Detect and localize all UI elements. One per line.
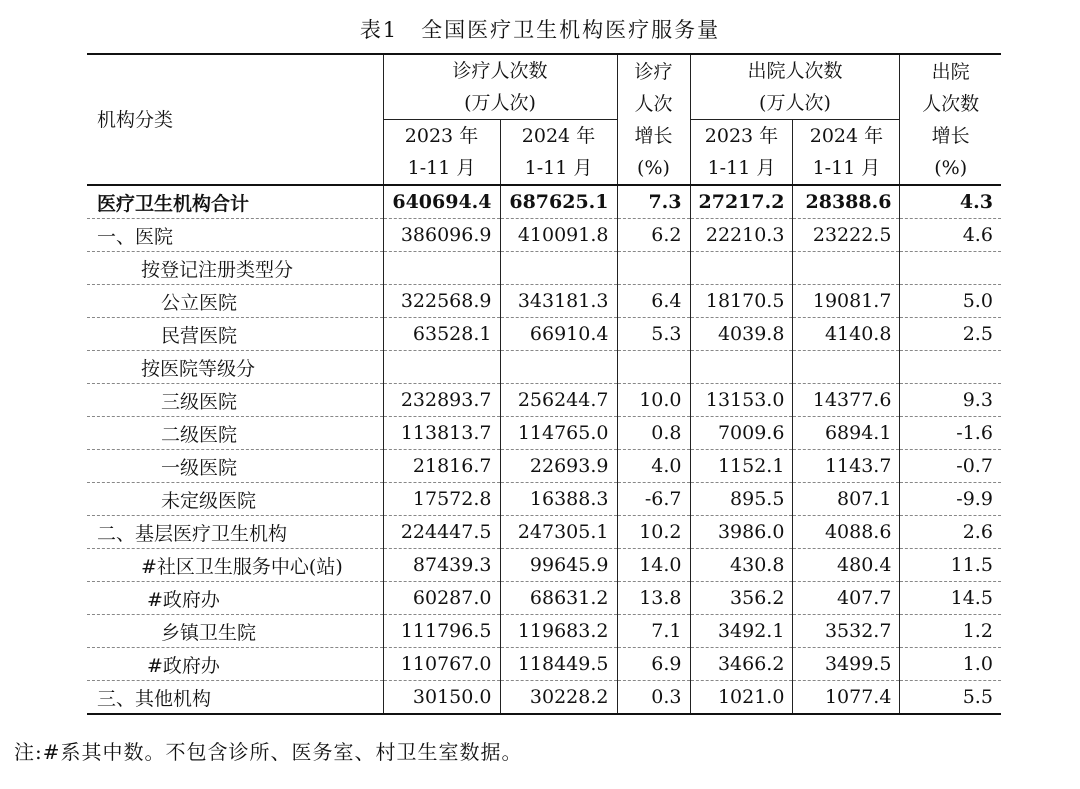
cell-v2023: 640694.4 <box>383 185 500 219</box>
cell-v2024: 114765.0 <box>500 417 617 450</box>
row-label: #政府办 <box>87 582 383 615</box>
row-label: #社区卫生服务中心(站) <box>87 549 383 582</box>
cell-vg: 10.2 <box>617 516 690 549</box>
row-label: 二、基层医疗卫生机构 <box>87 516 383 549</box>
cell-dg: 9.3 <box>900 384 1001 417</box>
cell-dg <box>900 351 1001 384</box>
cell-vg: 4.0 <box>617 450 690 483</box>
table-row <box>87 516 1001 549</box>
cell-vg: 0.3 <box>617 681 690 715</box>
cell-vg <box>617 351 690 384</box>
table-title: 表1 全国医疗卫生机构医疗服务量 <box>359 18 721 42</box>
cell-dg: 14.5 <box>900 582 1001 615</box>
cell-dg: 5.0 <box>900 285 1001 318</box>
cell-vg: 6.2 <box>617 219 690 252</box>
cell-dg: 1.2 <box>900 615 1001 648</box>
cell-d2024: 14377.6 <box>793 384 900 417</box>
cell-dg: 4.6 <box>900 219 1001 252</box>
cell-v2024: 343181.3 <box>500 285 617 318</box>
table-row <box>87 615 1001 648</box>
table-row <box>87 582 1001 615</box>
cell-d2024: 19081.7 <box>793 285 900 318</box>
row-label: 一级医院 <box>87 450 383 483</box>
row-label: 三、其他机构 <box>87 681 383 715</box>
cell-d2024: 28388.6 <box>793 185 900 219</box>
cell-v2024: 22693.9 <box>500 450 617 483</box>
cell-d2023: 3986.0 <box>690 516 793 549</box>
table-row <box>87 318 1001 351</box>
cell-dg: -0.7 <box>900 450 1001 483</box>
cell-dg: 11.5 <box>900 549 1001 582</box>
cell-d2024: 1143.7 <box>793 450 900 483</box>
cell-v2023: 63528.1 <box>383 318 500 351</box>
row-label: #政府办 <box>87 648 383 681</box>
cell-d2024: 407.7 <box>793 582 900 615</box>
table-row <box>87 252 1001 285</box>
table-row <box>87 384 1001 417</box>
row-label: 公立医院 <box>87 285 383 318</box>
row-label: 医疗卫生机构合计 <box>87 185 383 219</box>
cell-d2024: 1077.4 <box>793 681 900 715</box>
cell-d2023: 430.8 <box>690 549 793 582</box>
cell-v2024 <box>500 351 617 384</box>
cell-v2024: 68631.2 <box>500 582 617 615</box>
cell-v2024: 687625.1 <box>500 185 617 219</box>
table-row <box>87 648 1001 681</box>
row-label: 按医院等级分 <box>87 351 383 384</box>
cell-d2024 <box>793 351 900 384</box>
cell-d2024: 3532.7 <box>793 615 900 648</box>
cell-d2023: 3466.2 <box>690 648 793 681</box>
cell-d2024: 807.1 <box>793 483 900 516</box>
cell-v2024: 410091.8 <box>500 219 617 252</box>
row-label: 三级医院 <box>87 384 383 417</box>
cell-d2024: 23222.5 <box>793 219 900 252</box>
header-visits-2023: 2023 年 1-11 月 <box>383 120 500 186</box>
cell-v2023 <box>383 351 500 384</box>
table-row <box>87 549 1001 582</box>
row-label: 民营医院 <box>87 318 383 351</box>
table-row <box>87 483 1001 516</box>
cell-d2023: 27217.2 <box>690 185 793 219</box>
header-visits-growth: 诊疗 人次 增长 (%) <box>617 54 690 185</box>
cell-dg: 2.5 <box>900 318 1001 351</box>
cell-v2023 <box>383 252 500 285</box>
cell-d2023: 3492.1 <box>690 615 793 648</box>
cell-dg: -1.6 <box>900 417 1001 450</box>
header-discharge-2024: 2024 年 1-11 月 <box>793 120 900 186</box>
cell-vg: 5.3 <box>617 318 690 351</box>
cell-v2024: 256244.7 <box>500 384 617 417</box>
row-label: 乡镇卫生院 <box>87 615 383 648</box>
cell-vg <box>617 252 690 285</box>
cell-d2023: 356.2 <box>690 582 793 615</box>
cell-v2023: 232893.7 <box>383 384 500 417</box>
cell-v2023: 21816.7 <box>383 450 500 483</box>
medical-service-table <box>87 53 1001 715</box>
cell-vg: 7.1 <box>617 615 690 648</box>
cell-v2023: 111796.5 <box>383 615 500 648</box>
cell-v2024: 16388.3 <box>500 483 617 516</box>
cell-v2023: 110767.0 <box>383 648 500 681</box>
row-label: 一、医院 <box>87 219 383 252</box>
cell-d2023: 895.5 <box>690 483 793 516</box>
cell-d2024: 3499.5 <box>793 648 900 681</box>
cell-vg: 14.0 <box>617 549 690 582</box>
cell-v2023: 87439.3 <box>383 549 500 582</box>
table-row <box>87 219 1001 252</box>
cell-dg: 1.0 <box>900 648 1001 681</box>
cell-vg: 13.8 <box>617 582 690 615</box>
row-label: 二级医院 <box>87 417 383 450</box>
cell-v2023: 30150.0 <box>383 681 500 715</box>
cell-dg: -9.9 <box>900 483 1001 516</box>
header-discharge-growth: 出院 人次数 增长 (%) <box>900 54 1001 185</box>
cell-v2024: 118449.5 <box>500 648 617 681</box>
cell-v2023: 322568.9 <box>383 285 500 318</box>
header-discharge-2023: 2023 年 1-11 月 <box>690 120 793 186</box>
table-row <box>87 450 1001 483</box>
cell-dg <box>900 252 1001 285</box>
cell-d2023: 4039.8 <box>690 318 793 351</box>
cell-v2023: 224447.5 <box>383 516 500 549</box>
header-visits-group: 诊疗人次数 (万人次) <box>383 54 617 120</box>
cell-d2024: 4088.6 <box>793 516 900 549</box>
cell-v2023: 60287.0 <box>383 582 500 615</box>
cell-v2024: 99645.9 <box>500 549 617 582</box>
cell-d2024: 6894.1 <box>793 417 900 450</box>
cell-dg: 5.5 <box>900 681 1001 715</box>
cell-d2023: 22210.3 <box>690 219 793 252</box>
cell-d2023: 18170.5 <box>690 285 793 318</box>
row-label: 未定级医院 <box>87 483 383 516</box>
cell-d2023: 13153.0 <box>690 384 793 417</box>
cell-d2023 <box>690 252 793 285</box>
table-row <box>87 681 1001 715</box>
row-label: 按登记注册类型分 <box>87 252 383 285</box>
cell-v2024: 119683.2 <box>500 615 617 648</box>
cell-v2023: 113813.7 <box>383 417 500 450</box>
table-row <box>87 351 1001 384</box>
cell-v2024: 30228.2 <box>500 681 617 715</box>
cell-v2024: 247305.1 <box>500 516 617 549</box>
cell-v2024 <box>500 252 617 285</box>
cell-dg: 4.3 <box>900 185 1001 219</box>
cell-d2023: 1152.1 <box>690 450 793 483</box>
header-discharge-group: 出院人次数 (万人次) <box>690 54 900 120</box>
cell-d2024: 4140.8 <box>793 318 900 351</box>
cell-vg: 6.4 <box>617 285 690 318</box>
cell-v2023: 17572.8 <box>383 483 500 516</box>
cell-d2023 <box>690 351 793 384</box>
footnote: 注:#系其中数。不包含诊所、医务室、村卫生室数据。 <box>14 740 523 764</box>
cell-d2024 <box>793 252 900 285</box>
cell-dg: 2.6 <box>900 516 1001 549</box>
cell-v2023: 386096.9 <box>383 219 500 252</box>
cell-v2024: 66910.4 <box>500 318 617 351</box>
cell-vg: 6.9 <box>617 648 690 681</box>
table-row <box>87 417 1001 450</box>
cell-d2023: 7009.6 <box>690 417 793 450</box>
table-row <box>87 185 1001 219</box>
cell-vg: 10.0 <box>617 384 690 417</box>
table-row <box>87 285 1001 318</box>
cell-vg: 0.8 <box>617 417 690 450</box>
cell-d2023: 1021.0 <box>690 681 793 715</box>
cell-vg: -6.7 <box>617 483 690 516</box>
cell-vg: 7.3 <box>617 185 690 219</box>
header-category: 机构分类 <box>87 54 383 185</box>
header-visits-2024: 2024 年 1-11 月 <box>500 120 617 186</box>
cell-d2024: 480.4 <box>793 549 900 582</box>
